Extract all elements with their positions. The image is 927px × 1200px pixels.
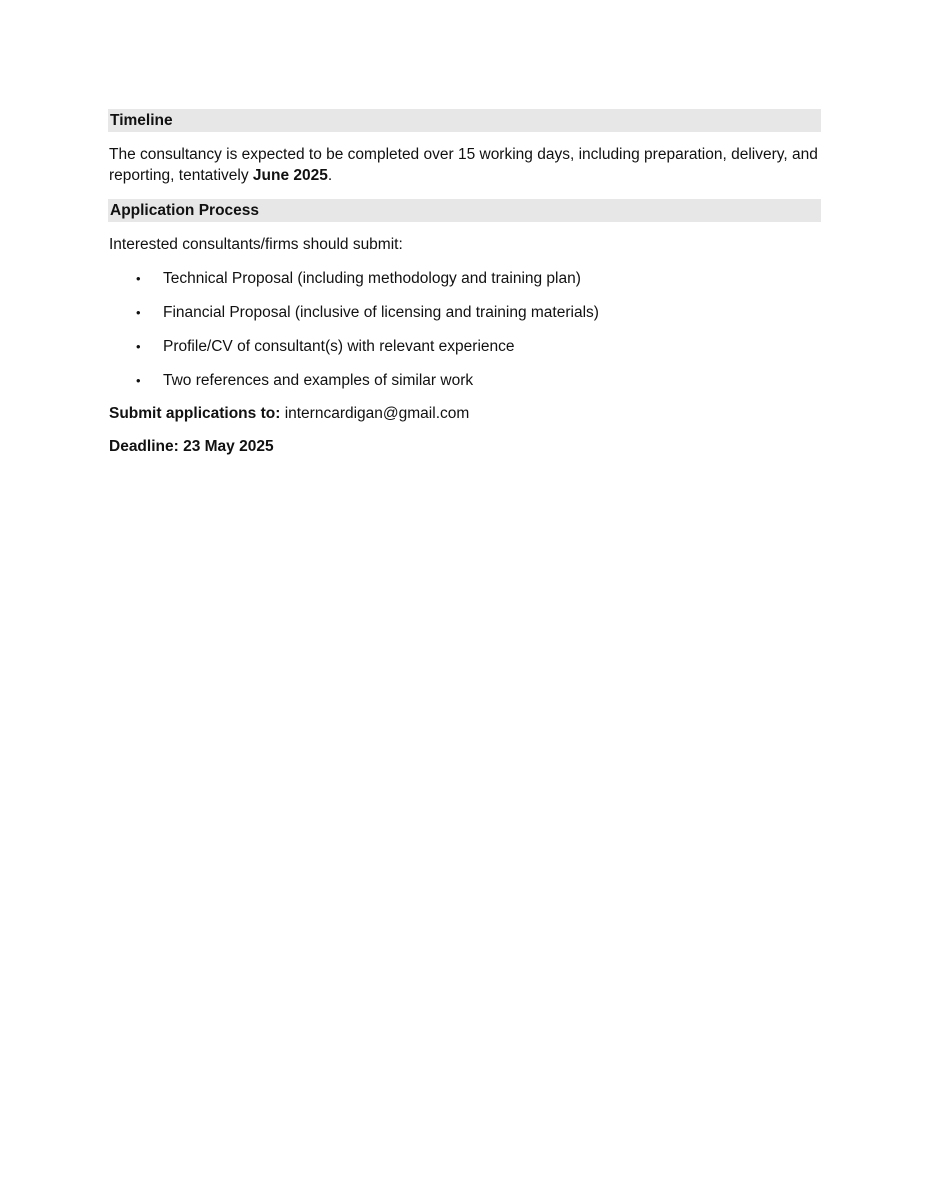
list-item xyxy=(108,302,821,323)
bullet-icon: • xyxy=(136,305,141,320)
submission-list xyxy=(108,268,821,391)
timeline-heading: Timeline xyxy=(108,109,821,132)
submit-line xyxy=(109,403,821,424)
submit-email[interactable]: interncardigan@gmail.com xyxy=(284,405,470,422)
timeline-text: The consultancy is expected to be completed over 15 working days, including preparation, delivery, and reporting, tentatively xyxy=(109,146,818,184)
list-item-text: Technical Proposal (including methodology and training plan) xyxy=(163,270,581,287)
application-intro: Interested consultants/firms should submit: xyxy=(109,236,403,253)
list-item xyxy=(108,268,821,289)
application-heading: Application Process xyxy=(108,199,821,222)
list-item xyxy=(108,370,821,391)
bullet-icon: • xyxy=(136,271,141,286)
document-content xyxy=(108,109,821,457)
list-item-text: Profile/CV of consultant(s) with relevant experience xyxy=(163,338,515,355)
bullet-icon: • xyxy=(136,339,141,354)
list-item-text: Financial Proposal (inclusive of licensing and training materials) xyxy=(163,304,599,321)
timeline-date: June 2025 xyxy=(252,167,328,184)
list-item-text: Two references and examples of similar work xyxy=(163,372,474,389)
submit-label: Submit applications to: xyxy=(109,405,281,422)
deadline: Deadline: 23 May 2025 xyxy=(109,438,274,455)
bullet-icon: • xyxy=(136,373,141,388)
list-item xyxy=(108,336,821,357)
timeline-period: . xyxy=(327,167,333,184)
timeline-paragraph xyxy=(109,144,821,186)
